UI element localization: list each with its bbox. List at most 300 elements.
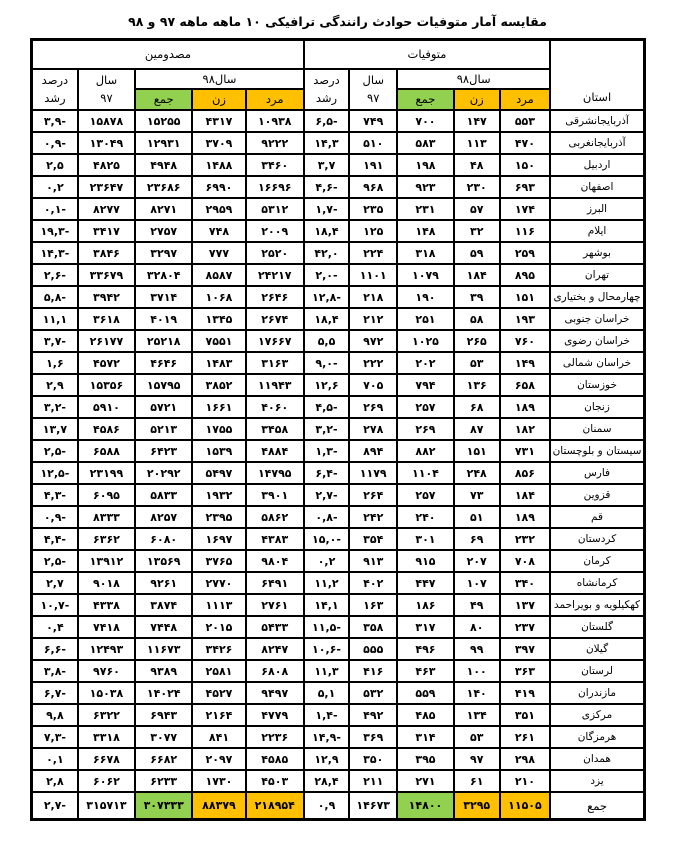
totals-injured-y97: ۳۱۵۷۱۳ — [78, 792, 135, 820]
injured-men-98: ۱۱۹۴۳ — [246, 374, 304, 396]
table-row — [32, 704, 645, 726]
deaths-growth-pct: ۱۴,۹- — [304, 726, 349, 748]
column-group-deaths: متوفيات — [304, 40, 550, 70]
deaths-growth-pct: ۰,۸- — [304, 506, 349, 528]
deaths-year97: ۳۶۹ — [349, 726, 397, 748]
deaths-women-98: ۹۹ — [454, 638, 500, 660]
injured-year97: ۱۵۰۳۸ — [78, 682, 135, 704]
injured-men-98: ۵۳۱۲ — [246, 198, 304, 220]
table-row — [32, 198, 645, 220]
table-body — [32, 110, 645, 792]
deaths-growth-pct: ۱۱,۲ — [304, 572, 349, 594]
injured-women-98: ۱۳۴۵ — [192, 308, 245, 330]
deaths-men-98: ۱۸۴ — [500, 484, 550, 506]
province-name: خراسان شمالی — [550, 352, 644, 374]
deaths-year97: ۹۱۳ — [349, 550, 397, 572]
deaths-total-98: ۲۰۲ — [397, 352, 453, 374]
table-row — [32, 418, 645, 440]
deaths-men-98: ۵۵۳ — [500, 110, 550, 132]
injured-women-98: ۳۴۲۶ — [192, 638, 245, 660]
deaths-men-98: ۱۸۲ — [500, 418, 550, 440]
deaths-women-98: ۲۳۰ — [454, 176, 500, 198]
injured-women-98: ۷۴۸ — [192, 220, 245, 242]
injured-women-98: ۱۷۵۵ — [192, 418, 245, 440]
injured-men-98: ۶۴۹۱ — [246, 572, 304, 594]
deaths-men-header: مرد — [500, 89, 550, 110]
province-name: گلستان — [550, 616, 644, 638]
injured-year97: ۶۰۶۲ — [78, 770, 135, 792]
deaths-men-98: ۲۹۸ — [500, 748, 550, 770]
province-name: همدان — [550, 748, 644, 770]
totals-injured-growth: ۲,۷- — [32, 792, 78, 820]
deaths-growth-pct: ۴,۶- — [304, 176, 349, 198]
injured-total-98: ۳۸۷۴ — [135, 594, 192, 616]
deaths-year97: ۲۳۵ — [349, 198, 397, 220]
injured-total-98: ۲۷۵۷ — [135, 220, 192, 242]
injured-year97: ۶۰۹۵ — [78, 484, 135, 506]
injured-men-98: ۴۸۸۴ — [246, 440, 304, 462]
injured-growth-pct: ۲,۵- — [32, 550, 78, 572]
deaths-year97: ۲۱۱ — [349, 770, 397, 792]
deaths-women-98: ۵۳ — [454, 352, 500, 374]
deaths-men-98: ۶۹۳ — [500, 176, 550, 198]
deaths-women-98: ۲۶۵ — [454, 330, 500, 352]
injured-year97: ۹۰۱۸ — [78, 572, 135, 594]
injured-growth-pct: ۰,۱ — [32, 748, 78, 770]
injured-women-98: ۲۹۵۹ — [192, 198, 245, 220]
injured-growth-pct: ۳,۹- — [32, 110, 78, 132]
year97-value: ۹۷ — [100, 90, 113, 105]
totals-injured-total: ۳۰۷۳۳۳ — [135, 792, 192, 820]
province-name: كردستان — [550, 528, 644, 550]
deaths-growth-pct: ۱۴,۳ — [304, 132, 349, 154]
table-row — [32, 726, 645, 748]
table-row — [32, 132, 645, 154]
injured-women-98: ۱۶۶۱ — [192, 396, 245, 418]
deaths-men-98: ۲۵۹ — [500, 242, 550, 264]
province-name: كهكيلويه و بويراحمد — [550, 594, 644, 616]
injured-growth-pct: ۲,۵- — [32, 440, 78, 462]
injured-women-98: ۱۶۹۷ — [192, 528, 245, 550]
deaths-women-header: زن — [454, 89, 500, 110]
injured-year97: ۲۶۱۷۷ — [78, 330, 135, 352]
deaths-year97: ۵۱۰ — [349, 132, 397, 154]
province-name: فارس — [550, 462, 644, 484]
totals-injured-men: ۲۱۸۹۵۴ — [246, 792, 304, 820]
table-row — [32, 506, 645, 528]
deaths-year97: ۳۵۴ — [349, 528, 397, 550]
province-name: سيستان و بلوچستان — [550, 440, 644, 462]
deaths-women-98: ۴۸ — [454, 154, 500, 176]
deaths-year97: ۱۱۰۱ — [349, 264, 397, 286]
deaths-year97: ۳۵۰ — [349, 748, 397, 770]
deaths-women-98: ۲۰۷ — [454, 550, 500, 572]
injured-year97-header — [78, 69, 135, 110]
deaths-women-98: ۱۱۳ — [454, 132, 500, 154]
deaths-growth-pct: ۵,۱ — [304, 682, 349, 704]
injured-men-98: ۱۰۹۳۸ — [246, 110, 304, 132]
injured-total-98: ۶۰۸۰ — [135, 528, 192, 550]
deaths-women-98: ۸۷ — [454, 418, 500, 440]
injured-growth-header — [32, 69, 78, 110]
injured-men-98: ۸۲۴۷ — [246, 638, 304, 660]
deaths-year97: ۷۰۵ — [349, 374, 397, 396]
deaths-women-98: ۵۳ — [454, 726, 500, 748]
deaths-year97: ۴۱۶ — [349, 660, 397, 682]
deaths-total-98: ۳۱۷ — [397, 616, 453, 638]
injured-total-98: ۵۷۲۱ — [135, 396, 192, 418]
table-row — [32, 308, 645, 330]
injured-men-header: مرد — [246, 89, 304, 110]
deaths-total-98: ۱۴۸ — [397, 220, 453, 242]
injured-women-98: ۱۴۸۸ — [192, 154, 245, 176]
injured-total-98: ۱۲۹۳۱ — [135, 132, 192, 154]
table-row — [32, 638, 645, 660]
injured-men-98: ۲۲۳۶ — [246, 726, 304, 748]
injured-women-98: ۱۹۳۲ — [192, 484, 245, 506]
table-row — [32, 440, 645, 462]
deaths-total-98: ۸۸۲ — [397, 440, 453, 462]
injured-growth-pct: ۹,۸ — [32, 704, 78, 726]
province-name: لرستان — [550, 660, 644, 682]
province-name: مازندران — [550, 682, 644, 704]
injured-growth-pct: ۱,۶ — [32, 352, 78, 374]
injured-growth-pct: ۱۹,۳- — [32, 220, 78, 242]
deaths-growth-pct: ۶,۵- — [304, 110, 349, 132]
injured-year97: ۳۳۱۸ — [78, 726, 135, 748]
deaths-women-98: ۳۲ — [454, 220, 500, 242]
deaths-growth-pct: ۳,۲- — [304, 418, 349, 440]
province-name: سمنان — [550, 418, 644, 440]
injured-growth-pct: ۲,۶- — [32, 264, 78, 286]
injured-year97: ۱۳۹۱۲ — [78, 550, 135, 572]
table-row — [32, 110, 645, 132]
deaths-men-98: ۱۵۰ — [500, 154, 550, 176]
injured-men-98: ۴۷۷۹ — [246, 704, 304, 726]
deaths-women-98: ۵۷ — [454, 198, 500, 220]
injured-total-98: ۲۳۶۸۶ — [135, 176, 192, 198]
deaths-growth-pct: ۲,۷- — [304, 484, 349, 506]
province-name: گيلان — [550, 638, 644, 660]
deaths-women-98: ۵۹ — [454, 242, 500, 264]
injured-year97: ۶۵۸۸ — [78, 440, 135, 462]
injured-women-header: زن — [192, 89, 245, 110]
table-row — [32, 352, 645, 374]
injured-women-98: ۳۷۶۵ — [192, 550, 245, 572]
deaths-women-98: ۱۳۶ — [454, 374, 500, 396]
deaths-total-98: ۱۸۶ — [397, 594, 453, 616]
injured-men-98: ۴۳۸۳ — [246, 528, 304, 550]
deaths-total-98: ۴۸۵ — [397, 704, 453, 726]
deaths-year97: ۲۶۴ — [349, 484, 397, 506]
table-row — [32, 484, 645, 506]
injured-total-98: ۳۷۱۴ — [135, 286, 192, 308]
injured-growth-pct: ۶,۷- — [32, 682, 78, 704]
deaths-growth-pct: ۴۲,۰ — [304, 242, 349, 264]
injured-men-98: ۲۶۴۶ — [246, 286, 304, 308]
deaths-growth-pct: ۱۲,۸- — [304, 286, 349, 308]
table-row — [32, 616, 645, 638]
injured-year97: ۴۵۷۲ — [78, 352, 135, 374]
injured-women-98: ۷۵۵۱ — [192, 330, 245, 352]
injured-men-98: ۶۸۰۸ — [246, 660, 304, 682]
deaths-growth-pct: ۲,۰- — [304, 264, 349, 286]
injured-year98-header: سال۹۸ — [135, 69, 304, 89]
injured-year97: ۴۵۸۶ — [78, 418, 135, 440]
deaths-growth-pct: ۱۲,۶ — [304, 374, 349, 396]
deaths-year97: ۵۵۵ — [349, 638, 397, 660]
injured-total-98: ۲۰۲۹۲ — [135, 462, 192, 484]
injured-women-98: ۱۷۳۰ — [192, 770, 245, 792]
injured-men-98: ۲۶۷۴ — [246, 308, 304, 330]
deaths-men-98: ۲۱۰ — [500, 770, 550, 792]
injured-men-98: ۱۷۶۶۷ — [246, 330, 304, 352]
injured-men-98: ۳۴۶۰ — [246, 154, 304, 176]
totals-deaths-men: ۱۱۵۰۵ — [500, 792, 550, 820]
province-name: تهران — [550, 264, 644, 286]
injured-men-98: ۴۵۸۵ — [246, 748, 304, 770]
deaths-growth-pct: ۱۴,۱ — [304, 594, 349, 616]
injured-men-98: ۲۷۶۱ — [246, 594, 304, 616]
table-row — [32, 660, 645, 682]
deaths-women-98: ۱۰۷ — [454, 572, 500, 594]
injured-women-98: ۶۹۹۰ — [192, 176, 245, 198]
injured-women-98: ۲۳۹۵ — [192, 506, 245, 528]
deaths-year97: ۵۳۲ — [349, 682, 397, 704]
deaths-men-98: ۷۰۸ — [500, 550, 550, 572]
deaths-year97: ۲۲۴ — [349, 242, 397, 264]
injured-growth-pct: ۱۴,۳- — [32, 242, 78, 264]
injured-total-98: ۴۹۴۸ — [135, 154, 192, 176]
injured-women-98: ۱۰۶۸ — [192, 286, 245, 308]
deaths-total-98: ۴۴۷ — [397, 572, 453, 594]
table-row — [32, 264, 645, 286]
injured-growth-pct: ۳,۸- — [32, 660, 78, 682]
injured-growth-pct: ۲,۹ — [32, 374, 78, 396]
injured-year97: ۹۷۶۰ — [78, 660, 135, 682]
injured-total-98: ۳۲۸۰۴ — [135, 264, 192, 286]
deaths-total-header: جمع — [397, 89, 453, 110]
table-row — [32, 550, 645, 572]
deaths-total-98: ۲۵۷ — [397, 396, 453, 418]
province-name: زنجان — [550, 396, 644, 418]
deaths-growth-pct: ۹,۰- — [304, 352, 349, 374]
injured-year97: ۷۴۱۸ — [78, 616, 135, 638]
province-name: چهارمحال و بختياری — [550, 286, 644, 308]
province-name: خوزستان — [550, 374, 644, 396]
injured-year97: ۴۳۳۸ — [78, 594, 135, 616]
deaths-year97: ۱۶۳ — [349, 594, 397, 616]
deaths-year97: ۱۹۱ — [349, 154, 397, 176]
totals-deaths-y97: ۱۴۶۷۳ — [349, 792, 397, 820]
deaths-year97: ۸۹۴ — [349, 440, 397, 462]
injured-men-98: ۲۰۰۹ — [246, 220, 304, 242]
deaths-men-98: ۱۱۶ — [500, 220, 550, 242]
province-name: آذربايجانشرقی — [550, 110, 644, 132]
page-title: مقايسه آمار متوفيات حوادث رانندگی ترافيكی ۱۰ ماهه ماهه ۹۷ و ۹۸ — [128, 14, 547, 29]
deaths-women-98: ۴۹ — [454, 594, 500, 616]
deaths-year97-header — [349, 69, 397, 110]
injured-women-98: ۴۳۱۷ — [192, 110, 245, 132]
deaths-men-98: ۳۶۳ — [500, 660, 550, 682]
injured-total-98: ۷۴۴۸ — [135, 616, 192, 638]
injured-women-98: ۱۱۱۳ — [192, 594, 245, 616]
deaths-year97: ۱۱۷۹ — [349, 462, 397, 484]
deaths-growth-pct: ۵,۵ — [304, 330, 349, 352]
deaths-total-98: ۲۴۰ — [397, 506, 453, 528]
injured-year97: ۱۳۰۴۹ — [78, 132, 135, 154]
table-row — [32, 286, 645, 308]
deaths-growth-pct: ۳,۷ — [304, 154, 349, 176]
deaths-men-98: ۲۳۲ — [500, 528, 550, 550]
injured-total-98: ۱۳۵۶۹ — [135, 550, 192, 572]
deaths-women-98: ۱۴۰ — [454, 682, 500, 704]
injured-men-98: ۴۵۰۳ — [246, 770, 304, 792]
deaths-men-98: ۳۵۱ — [500, 704, 550, 726]
deaths-total-98: ۵۸۳ — [397, 132, 453, 154]
deaths-year97: ۱۲۵ — [349, 220, 397, 242]
totals-deaths-total: ۱۴۸۰۰ — [397, 792, 453, 820]
table-footer — [32, 792, 645, 820]
province-name: ايلام — [550, 220, 644, 242]
deaths-total-98: ۲۷۱ — [397, 770, 453, 792]
province-name: بوشهر — [550, 242, 644, 264]
province-name: اصفهان — [550, 176, 644, 198]
deaths-men-98: ۲۳۷ — [500, 616, 550, 638]
injured-total-98: ۹۲۶۱ — [135, 572, 192, 594]
deaths-men-98: ۴۷۰ — [500, 132, 550, 154]
column-group-injured: مصدومين — [32, 40, 304, 70]
deaths-women-98: ۱۰۰ — [454, 660, 500, 682]
injured-women-98: ۲۱۶۴ — [192, 704, 245, 726]
deaths-year97: ۴۰۲ — [349, 572, 397, 594]
deaths-women-98: ۶۱ — [454, 770, 500, 792]
injured-growth-pct: ۲,۵ — [32, 154, 78, 176]
injured-year97: ۳۸۴۶ — [78, 242, 135, 264]
deaths-men-98: ۸۵۶ — [500, 462, 550, 484]
injured-year97: ۶۳۶۲ — [78, 528, 135, 550]
injured-total-98: ۱۵۷۹۵ — [135, 374, 192, 396]
deaths-growth-pct: ۱,۴- — [304, 704, 349, 726]
injured-growth-pct: ۰,۹- — [32, 132, 78, 154]
deaths-total-98: ۲۳۱ — [397, 198, 453, 220]
injured-year97: ۳۴۱۷ — [78, 220, 135, 242]
deaths-year97: ۳۵۸ — [349, 616, 397, 638]
injured-men-98: ۹۴۹۷ — [246, 682, 304, 704]
injured-growth-pct: ۲,۸ — [32, 770, 78, 792]
injured-growth-pct: ۰,۱- — [32, 198, 78, 220]
injured-growth-pct: ۱۰,۷- — [32, 594, 78, 616]
injured-growth-pct: ۵,۸- — [32, 286, 78, 308]
deaths-total-98: ۱۹۸ — [397, 154, 453, 176]
deaths-year97: ۲۷۸ — [349, 418, 397, 440]
injured-women-98: ۱۵۳۹ — [192, 440, 245, 462]
totals-label: جمع — [550, 792, 644, 820]
deaths-growth-pct: ۱۵,۰- — [304, 528, 349, 550]
deaths-total-98: ۵۵۹ — [397, 682, 453, 704]
injured-year97: ۶۶۷۸ — [78, 748, 135, 770]
deaths-women-98: ۹۷ — [454, 748, 500, 770]
injured-women-98: ۲۷۷۰ — [192, 572, 245, 594]
deaths-men-98: ۷۶۰ — [500, 330, 550, 352]
injured-growth-pct: ۱۱,۱ — [32, 308, 78, 330]
table-row — [32, 528, 645, 550]
injured-men-98: ۱۶۶۹۶ — [246, 176, 304, 198]
injured-growth-pct: ۶,۶- — [32, 638, 78, 660]
deaths-men-98: ۱۴۹ — [500, 352, 550, 374]
injured-men-98: ۳۹۰۱ — [246, 484, 304, 506]
injured-growth-pct: ۳,۲- — [32, 396, 78, 418]
table-row — [32, 242, 645, 264]
injured-women-98: ۷۷۷ — [192, 242, 245, 264]
injured-total-header: جمع — [135, 89, 192, 110]
header-group-row — [32, 40, 645, 70]
table-row — [32, 154, 645, 176]
injured-total-98: ۵۸۳۳ — [135, 484, 192, 506]
injured-year97: ۱۵۳۵۶ — [78, 374, 135, 396]
deaths-total-98: ۱۹۰ — [397, 286, 453, 308]
injured-year97: ۱۵۸۷۸ — [78, 110, 135, 132]
injured-women-98: ۳۸۵۲ — [192, 374, 245, 396]
injured-men-98: ۲۴۲۱۷ — [246, 264, 304, 286]
deaths-year98-header: سال۹۸ — [397, 69, 550, 89]
province-name: البرز — [550, 198, 644, 220]
year-label: سال — [95, 72, 118, 87]
totals-injured-women: ۸۸۳۷۹ — [192, 792, 245, 820]
province-name: مركزی — [550, 704, 644, 726]
injured-year97: ۳۹۴۲ — [78, 286, 135, 308]
deaths-men-98: ۱۳۷ — [500, 594, 550, 616]
deaths-total-98: ۳۱۸ — [397, 242, 453, 264]
deaths-year97: ۲۲۲ — [349, 352, 397, 374]
injured-men-98: ۳۴۵۸ — [246, 418, 304, 440]
deaths-women-98: ۱۴۷ — [454, 110, 500, 132]
deaths-growth-pct: ۴,۵- — [304, 396, 349, 418]
table-row — [32, 374, 645, 396]
injured-growth-pct: ۲,۷ — [32, 572, 78, 594]
injured-women-98: ۸۵۸۷ — [192, 264, 245, 286]
injured-women-98: ۲۰۱۵ — [192, 616, 245, 638]
injured-growth-pct: ۱۳,۷ — [32, 418, 78, 440]
deaths-women-98: ۲۴۸ — [454, 462, 500, 484]
deaths-women-98: ۱۸۴ — [454, 264, 500, 286]
deaths-men-98: ۳۹۷ — [500, 638, 550, 660]
deaths-total-98: ۱۰۲۵ — [397, 330, 453, 352]
deaths-men-98: ۱۸۹ — [500, 506, 550, 528]
totals-deaths-women: ۳۲۹۵ — [454, 792, 500, 820]
deaths-total-98: ۴۹۶ — [397, 638, 453, 660]
province-name: اردبيل — [550, 154, 644, 176]
injured-men-98: ۵۴۳۳ — [246, 616, 304, 638]
growth-label-line1: درصد — [41, 72, 69, 87]
injured-men-98: ۹۸۰۴ — [246, 550, 304, 572]
injured-total-98: ۶۹۴۳ — [135, 704, 192, 726]
deaths-growth-pct: ۶,۴- — [304, 462, 349, 484]
year97-value: ۹۷ — [367, 90, 380, 105]
deaths-men-98: ۲۶۱ — [500, 726, 550, 748]
deaths-growth-pct: ۱,۳- — [304, 440, 349, 462]
injured-total-98: ۶۶۸۲ — [135, 748, 192, 770]
deaths-total-98: ۳۹۵ — [397, 748, 453, 770]
deaths-total-98: ۱۰۷۹ — [397, 264, 453, 286]
deaths-women-98: ۵۸ — [454, 308, 500, 330]
deaths-women-98: ۵۱ — [454, 506, 500, 528]
table-row — [32, 220, 645, 242]
table-header — [32, 40, 645, 111]
deaths-growth-pct: ۱۱,۵- — [304, 616, 349, 638]
injured-year97: ۳۳۶۷۹ — [78, 264, 135, 286]
table-row — [32, 682, 645, 704]
